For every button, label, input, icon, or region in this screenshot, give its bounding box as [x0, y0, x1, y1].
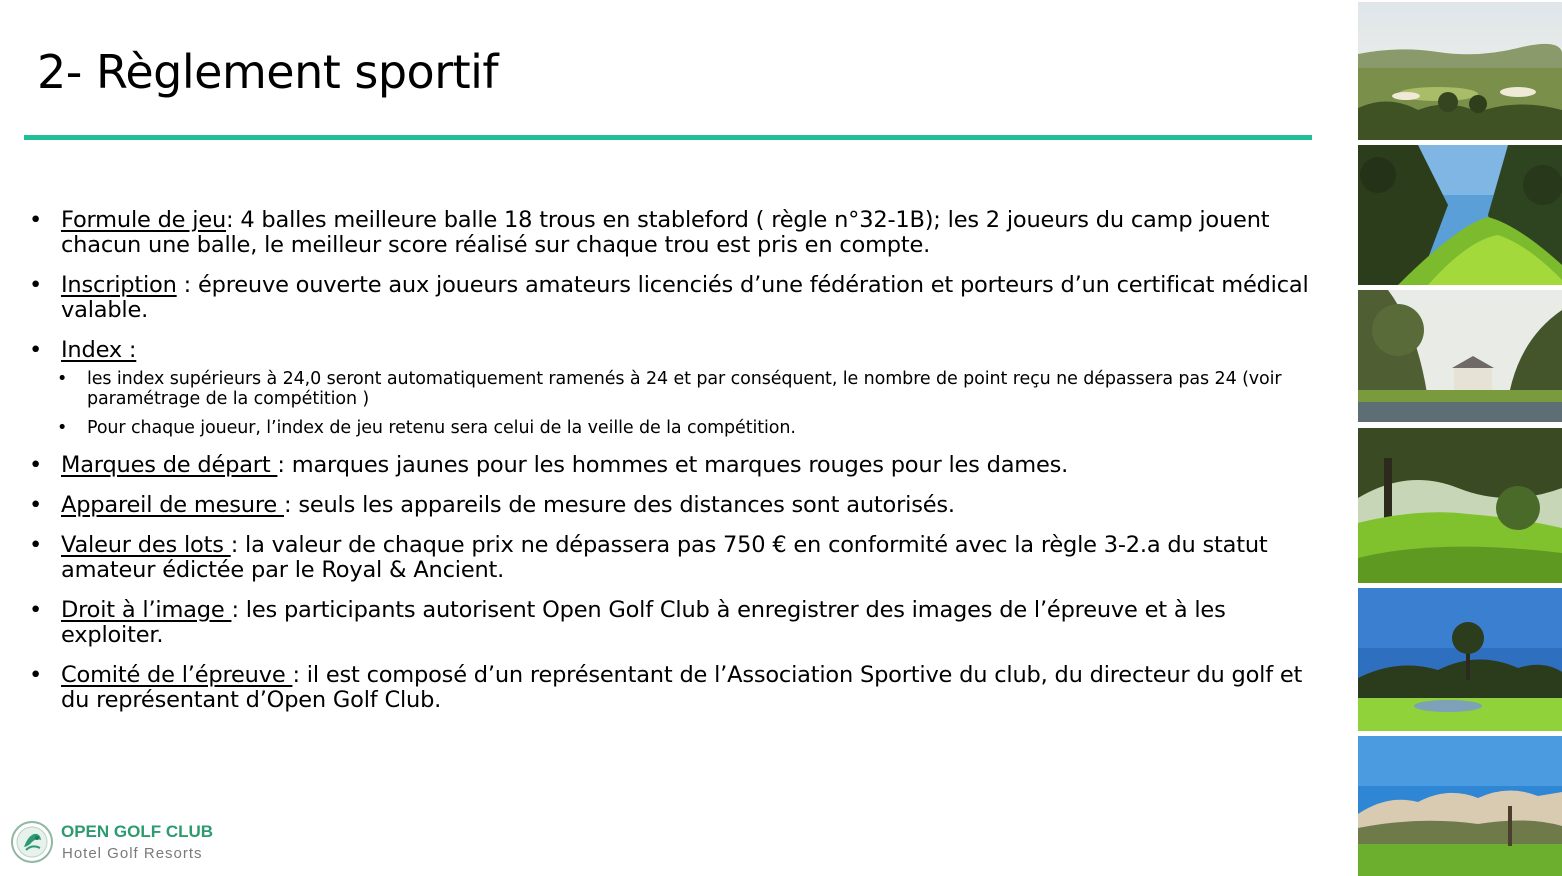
bullet-label: Droit à l’image: [61, 597, 232, 623]
logo-tagline-text: Hotel Golf Resorts: [62, 845, 203, 862]
bullet-text: : marques jaunes pour les hommes et marques rouges pour les dames.: [277, 452, 1069, 478]
golf-pond-pines-photo: [1358, 588, 1562, 731]
golf-club-emblem-icon: [10, 820, 54, 864]
sub-bullet-dot: •: [57, 369, 68, 389]
bullet-dot: •: [29, 597, 43, 623]
bullet-list: [28, 208, 1318, 728]
bullet-dot: •: [29, 452, 43, 478]
bullet-dot: •: [29, 492, 43, 518]
bullet-label: Index :: [61, 337, 137, 363]
bullet-text: : épreuve ouverte aux joueurs amateurs licenciés d’une fédération et porteurs d’un certificat médical valable.: [61, 272, 1309, 323]
bullet-text: : les participants autorisent Open Golf Club à enregistrer des images de l’épreuve et à les exploiter.: [61, 597, 1226, 648]
open-golf-club-logo: [10, 818, 240, 868]
bullet-text: : il est composé d’un représentant de l’Association Sportive du club, du directeur du golf et du représentant d’Open Golf Club.: [61, 662, 1303, 713]
bullet-item-marques: [28, 453, 1318, 478]
sub-bullet-text: Pour chaque joueur, l’index de jeu retenu sera celui de la veille de la compétition.: [87, 418, 796, 438]
bullet-label: Appareil de mesure: [61, 492, 284, 518]
golf-course-dunes-photo: [1358, 2, 1562, 140]
golf-fairway-pines-photo: [1358, 145, 1562, 285]
bullet-dot: •: [29, 662, 43, 688]
bullet-item-inscription: [28, 273, 1318, 323]
bullet-label: Inscription: [61, 272, 177, 298]
logo-brand-text: OPEN GOLF CLUB: [61, 822, 214, 841]
bullet-dot: •: [29, 272, 43, 298]
bullet-item-appareil: [28, 493, 1318, 518]
bullet-item-comite: [28, 663, 1318, 713]
sub-bullet-dot: •: [57, 418, 68, 438]
golf-rocky-hills-photo: [1358, 736, 1562, 876]
index-sublist: [57, 369, 1318, 438]
slide-title: 2- Règlement sportif: [37, 45, 499, 99]
bullet-dot: •: [29, 207, 43, 233]
golf-chateau-lake-photo: [1358, 290, 1562, 422]
bullet-text: : la valeur de chaque prix ne dépassera pas 750 € en conformité avec la règle 3-2.a du statut amateur édictée par le Royal & Ancient.: [61, 532, 1268, 583]
bullet-label: Valeur des lots: [61, 532, 231, 558]
bullet-item-index: [28, 338, 1318, 438]
bullet-item-droit: [28, 598, 1318, 648]
sub-bullet-item: [28, 369, 1318, 409]
bullet-dot: •: [29, 337, 43, 363]
bullet-label: Marques de départ: [61, 452, 278, 478]
photo-strip: [1358, 0, 1562, 876]
bullet-dot: •: [29, 532, 43, 558]
sub-bullet-item: [28, 418, 1318, 438]
bullet-text: : seuls les appareils de mesure des distances sont autorisés.: [283, 492, 955, 518]
bullet-label: Formule de jeu: [61, 207, 227, 233]
bullet-label: Comité de l’épreuve: [61, 662, 293, 688]
bullet-text: : 4 balles meilleure balle 18 trous en stableford ( règle n°32-1B); les 2 joueurs du camp jouent chacun une balle, le meilleur score réalisé sur chaque trou est pris en compte.: [61, 207, 1270, 258]
sub-bullet-text: les index supérieurs à 24,0 seront automatiquement ramenés à 24 et par conséquent, le nombre de point reçu ne dépassera pas 24 (voir paramétrage de la compétition ): [87, 369, 1282, 409]
bullet-item-formule: [28, 208, 1318, 258]
golf-green-trees-photo: [1358, 428, 1562, 583]
bullet-item-valeur: [28, 533, 1318, 583]
title-divider: [24, 135, 1312, 140]
